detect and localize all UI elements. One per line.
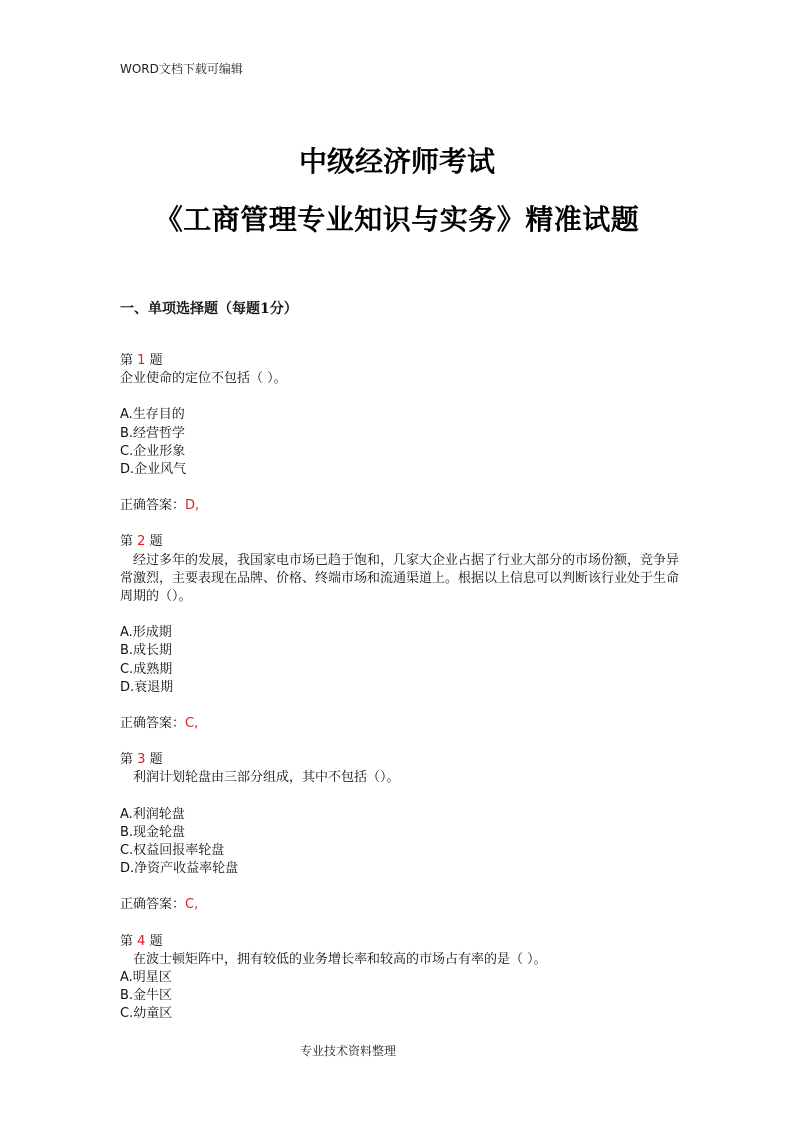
option-d: D.衰退期: [120, 679, 174, 695]
option-c: C.企业形象: [120, 443, 186, 459]
option-b: B.金牛区: [120, 988, 173, 1004]
question-2: [120, 533, 680, 733]
correct-answer: 正确答案：C,: [120, 716, 199, 732]
page-footer: 专业技术资料整理: [300, 1044, 397, 1058]
question-header: 第 3 题: [120, 752, 163, 768]
question-header: 第 2 题: [120, 534, 163, 550]
question-4: [120, 933, 680, 1024]
question-3: [120, 751, 680, 914]
option-list: [120, 806, 680, 879]
document-title: 中级经济师考试: [298, 145, 495, 178]
option-a: A.形成期: [120, 625, 172, 641]
option-a: A.明星区: [120, 970, 172, 986]
question-number: 4: [137, 933, 146, 949]
option-list: [120, 406, 680, 479]
question-text: 在波士顿矩阵中，拥有较低的业务增长率和较高的市场占有率的是（ ）。: [133, 951, 547, 967]
question-text: 利润计划轮盘由三部分组成，其中不包括（）。: [133, 770, 400, 786]
option-c: C.成熟期: [120, 661, 173, 677]
option-d: D.净资产收益率轮盘: [120, 861, 239, 877]
question-text: 经过多年的发展，我国家电市场已趋于饱和，几家大企业占据了行业大部分的市场份额，竞争异常激烈，主要表现在品牌、价格、终端市场和流通渠道上。根据以上信息可以判断该行业处于生命周期的（）。: [120, 552, 680, 605]
option-list: [120, 969, 680, 1024]
question-header: 第 4 题: [120, 933, 163, 949]
question-number: 1: [137, 353, 146, 368]
option-a: A.生存目的: [120, 407, 185, 423]
question-list: [120, 352, 680, 1024]
option-c: C.幼童区: [120, 1006, 173, 1022]
section-heading: 一、单项选择题（每题1分）: [120, 301, 298, 317]
option-d: D.企业风气: [120, 462, 187, 478]
header-note: WORD文档下载可编辑: [120, 62, 243, 76]
correct-answer: 正确答案：D,: [120, 498, 200, 514]
question-1: [120, 352, 680, 515]
question-text: 企业使命的定位不包括（ ）。: [120, 371, 287, 387]
document-subtitle: 《工商管理专业知识与实务》精准试题: [154, 203, 640, 236]
correct-answer: 正确答案：C,: [120, 897, 199, 913]
option-c: C.权益回报率轮盘: [120, 843, 225, 859]
option-list: [120, 624, 680, 697]
option-b: B.成长期: [120, 643, 173, 659]
option-b: B.现金轮盘: [120, 824, 186, 840]
option-b: B.经营哲学: [120, 425, 186, 441]
question-number: 3: [137, 752, 146, 768]
answer-value: C,: [185, 897, 199, 913]
answer-value: D,: [185, 498, 200, 514]
question-header: 第 1 题: [120, 353, 163, 368]
answer-value: C,: [185, 716, 199, 732]
question-number: 2: [137, 534, 146, 550]
option-a: A.利润轮盘: [120, 806, 185, 822]
